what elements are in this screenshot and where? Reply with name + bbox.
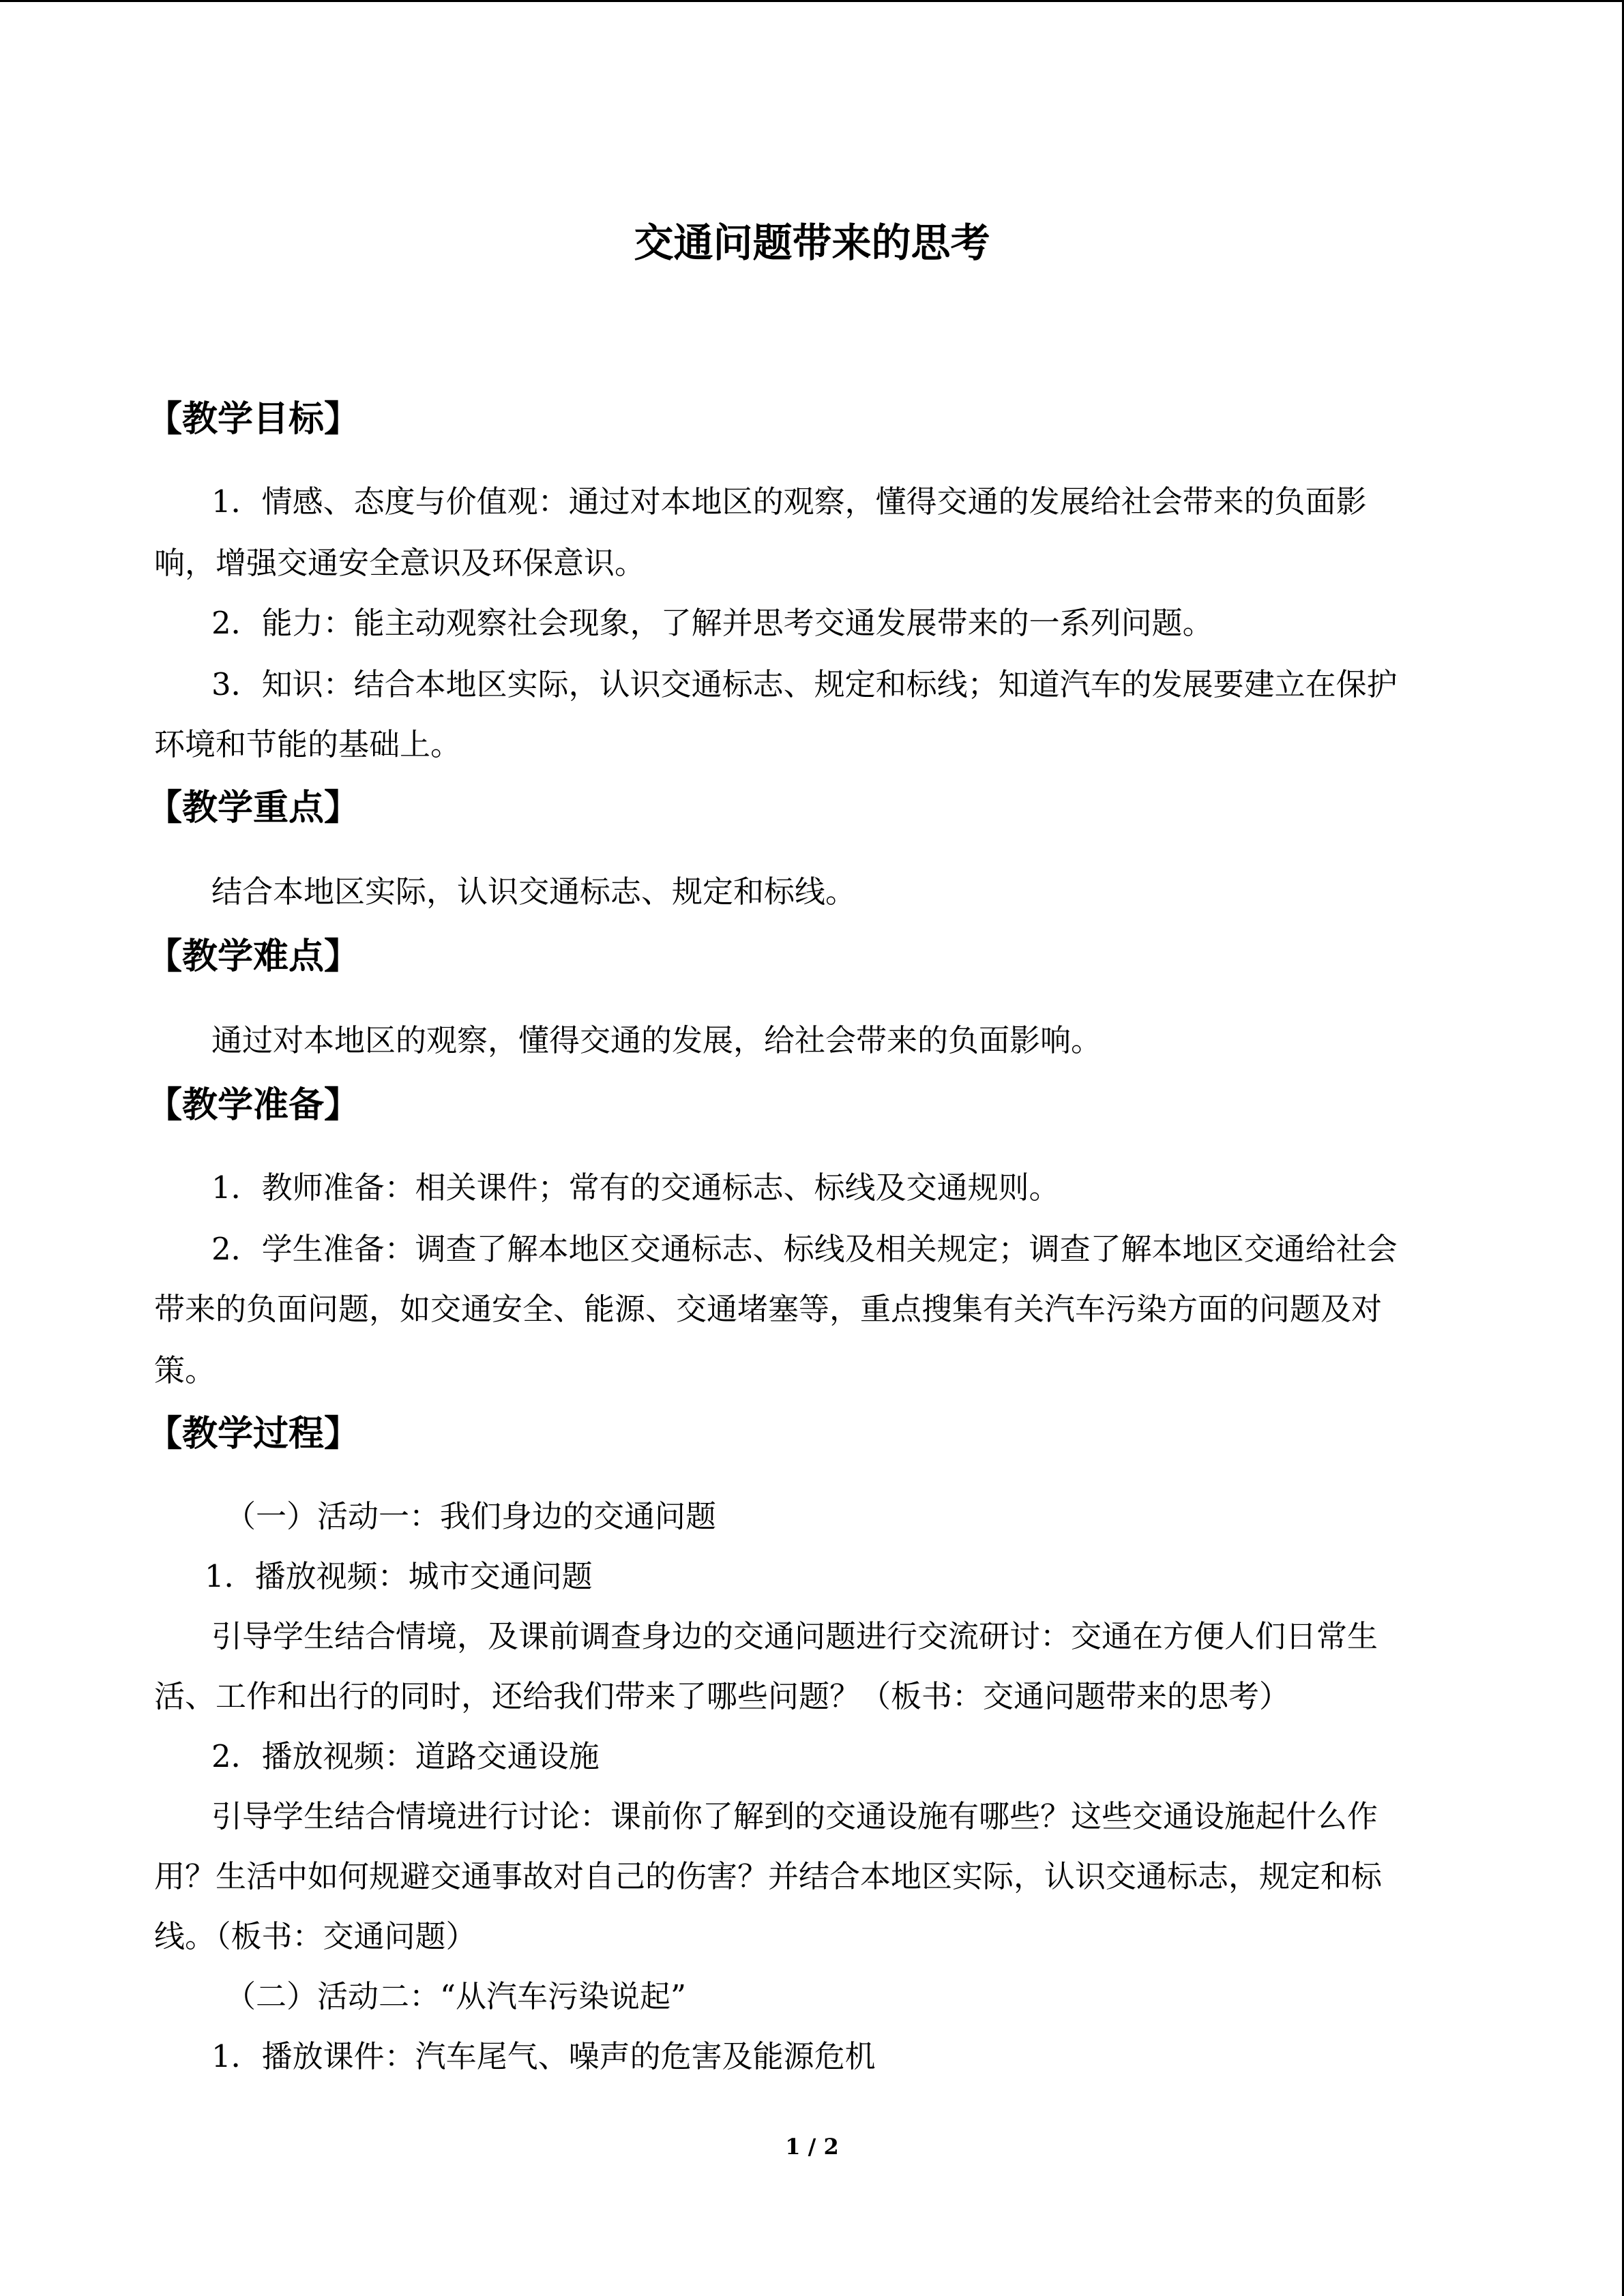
key-points-line-1: 结合本地区实际，认识交通标志、规定和标线。 [211,874,857,910]
process-line-4: 活、工作和出行的同时，还给我们带来了哪些问题？（板书：交通问题带来的思考） [154,1678,1290,1714]
process-line-3: 引导学生结合情境，及课前调查身边的交通问题进行交流研讨：交通在方便人们日常生 [211,1618,1378,1654]
preparation-line-3: 带来的负面问题，如交通安全、能源、交通堵塞等，重点搜集有关汽车污染方面的问题及对 [154,1291,1383,1327]
difficulties-line-1: 通过对本地区的观察，懂得交通的发展，给社会带来的负面影响。 [211,1022,1102,1058]
process-line-1: （一）活动一：我们身边的交通问题 [225,1498,717,1534]
objectives-line-4: 3．知识：结合本地区实际，认识交通标志、规定和标线；知道汽车的发展要建立在保护 [211,666,1398,702]
heading-objectives: 【教学目标】 [147,399,360,440]
process-line-2: 1．播放视频：城市交通问题 [205,1558,593,1594]
preparation-line-2: 2．学生准备：调查了解本地区交通标志、标线及相关规定；调查了解本地区交通给社会 [211,1231,1398,1267]
objectives-line-1: 1．情感、态度与价值观：通过对本地区的观察，懂得交通的发展给社会带来的负面影 [211,483,1367,520]
preparation-line-4: 策。 [154,1352,216,1388]
process-line-8: 线。（板书：交通问题） [154,1918,477,1954]
document-title: 交通问题带来的思考 [634,220,990,266]
process-line-10: 1．播放课件：汽车尾气、噪声的危害及能源危机 [211,2038,876,2074]
process-line-6: 引导学生结合情境进行讨论：课前你了解到的交通设施有哪些？这些交通设施起什么作 [211,1798,1378,1834]
process-line-9: （二）活动二：“从汽车污染说起” [225,1978,687,2014]
preparation-line-1: 1．教师准备：相关课件；常有的交通标志、标线及交通规则。 [211,1169,1060,1206]
heading-key-points: 【教学重点】 [147,788,360,829]
page-number: 1 / 2 [785,2134,839,2160]
objectives-line-3: 2．能力：能主动观察社会现象，了解并思考交通发展带来的一系列问题。 [211,605,1213,641]
objectives-line-5: 环境和节能的基础上。 [154,726,462,762]
page-border-top [0,0,1624,2]
objectives-line-2: 响，增强交通安全意识及环保意识。 [154,545,646,581]
heading-process: 【教学过程】 [147,1414,360,1455]
heading-preparation: 【教学准备】 [147,1085,360,1126]
process-line-5: 2．播放视频：道路交通设施 [211,1738,600,1774]
heading-difficulties: 【教学难点】 [147,936,360,977]
process-line-7: 用？生活中如何规避交通事故对自己的伤害？并结合本地区实际，认识交通标志，规定和标 [154,1858,1383,1894]
